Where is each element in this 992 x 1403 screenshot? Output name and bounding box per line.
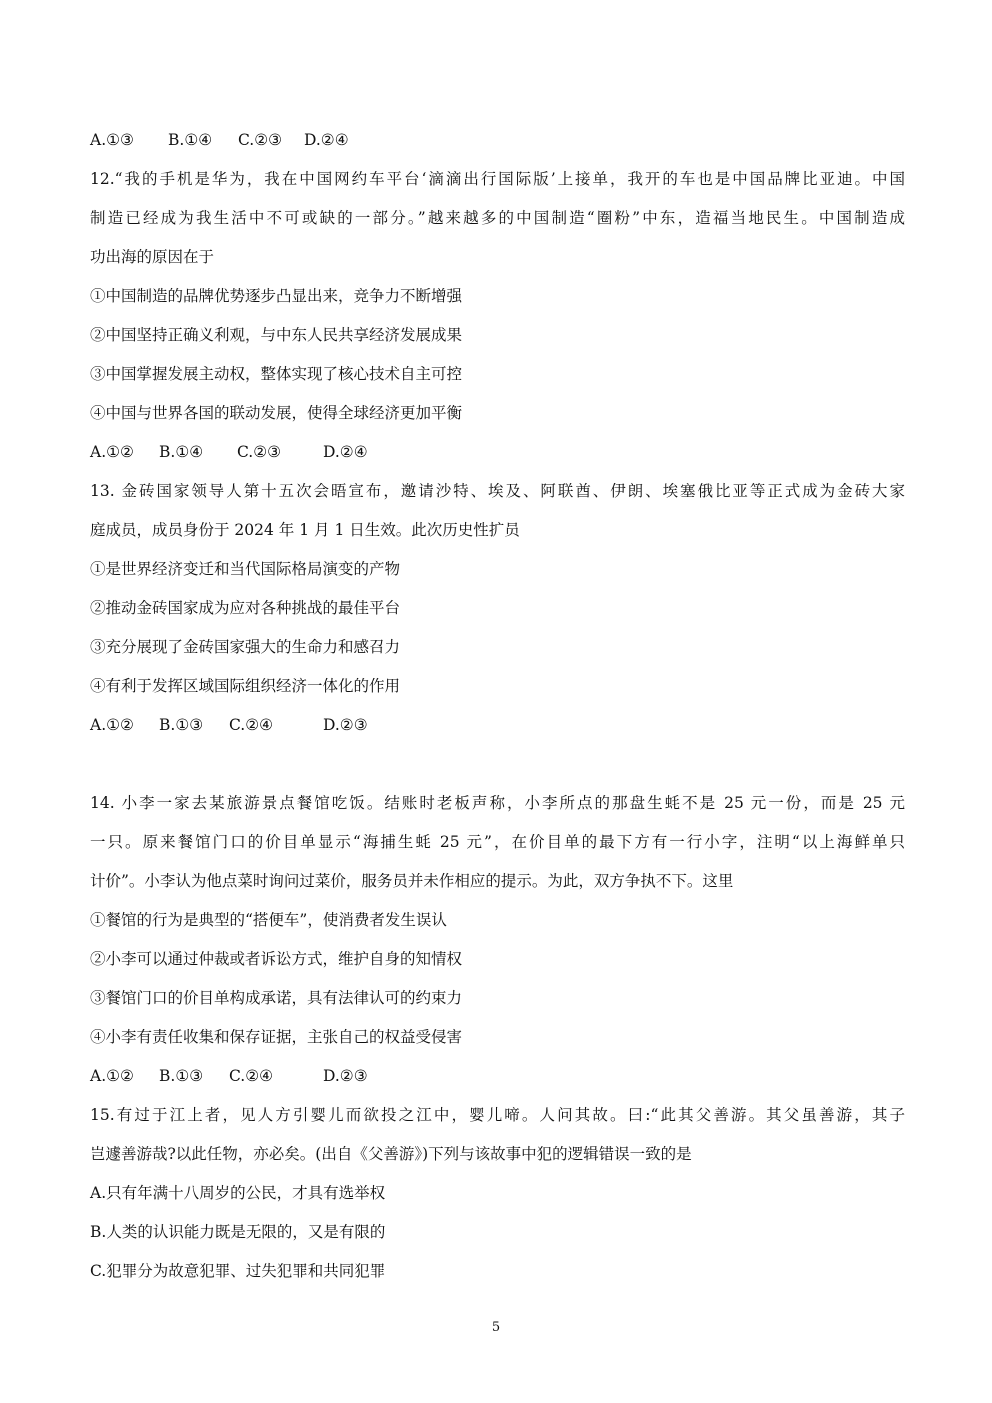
q13-options <box>90 715 905 735</box>
q12-item-3: ③中国掌握发展主动权，整体实现了核心技术自主可控 <box>90 365 463 383</box>
q11-options <box>90 130 905 150</box>
q12-item-2: ②中国坚持正确义利观，与中东人民共享经济发展成果 <box>90 326 463 344</box>
q14-option-b: B.①③ <box>159 1067 204 1085</box>
q14-option-d: D.②③ <box>323 1067 368 1085</box>
q14-option-c: C.②④ <box>229 1067 274 1085</box>
q14-options <box>90 1066 905 1086</box>
q14-stem-line-2: 一只。原来餐馆门口的价目单显示“海捕生蚝 25 元”，在价目单的最下方有一行小字，注明“以上海鲜单只 <box>90 833 905 851</box>
q15-option-b: B.人类的认识能力既是无限的，又是有限的 <box>90 1223 386 1241</box>
q12-stem-line-1: 12.“我的手机是华为，我在中国网约车平台‘滴滴出行国际版’上接单，我开的车也是中国品牌比亚迪。中国 <box>90 170 905 188</box>
q14-stem-line-3: 计价”。小李认为他点菜时询问过菜价，服务员并未作相应的提示。为此，双方争执不下。这里 <box>90 872 734 890</box>
q13-option-c: C.②④ <box>229 716 274 734</box>
q14-item-3: ③餐馆门口的价目单构成承诺，具有法律认可的约束力 <box>90 989 463 1007</box>
q14-option-a: A.①② <box>90 1067 134 1085</box>
q14-item-1: ①餐馆的行为是典型的“搭便车”，使消费者发生误认 <box>90 911 447 929</box>
q11-option-c: C.②③ <box>238 131 283 149</box>
q12-stem-line-3: 功出海的原因在于 <box>90 248 215 266</box>
page-number: 5 <box>491 1320 501 1335</box>
q15-option-a: A.只有年满十八周岁的公民，才具有选举权 <box>90 1184 386 1202</box>
q13-stem-line-1: 13. 金砖国家领导人第十五次会晤宣布，邀请沙特、埃及、阿联酋、伊朗、埃塞俄比亚等正式成为金砖大家 <box>90 482 905 500</box>
q13-item-1: ①是世界经济变迁和当代国际格局演变的产物 <box>90 560 401 578</box>
q12-option-d: D.②④ <box>323 443 368 461</box>
q12-option-b: B.①④ <box>159 443 204 461</box>
q12-option-c: C.②③ <box>237 443 282 461</box>
q15-stem-line-1: 15.有过于江上者，见人方引婴儿而欲投之江中，婴儿啼。人问其故。曰:“此其父善游。其父虽善游，其子 <box>90 1106 905 1124</box>
q12-item-4: ④中国与世界各国的联动发展，使得全球经济更加平衡 <box>90 404 463 422</box>
q14-stem-line-1: 14. 小李一家去某旅游景点餐馆吃饭。结账时老板声称，小李所点的那盘生蚝不是 25 元一份，而是 25 元 <box>90 794 905 812</box>
q12-item-1: ①中国制造的品牌优势逐步凸显出来，竞争力不断增强 <box>90 287 463 305</box>
q11-option-b: B.①④ <box>168 131 213 149</box>
q13-item-2: ②推动金砖国家成为应对各种挑战的最佳平台 <box>90 599 401 617</box>
q14-item-2: ②小李可以通过仲裁或者诉讼方式，维护自身的知情权 <box>90 950 463 968</box>
q12-option-a: A.①② <box>90 443 134 461</box>
q12-stem-line-2: 制造已经成为我生活中不可或缺的一部分。”越来越多的中国制造“圈粉”中东，造福当地民生。中国制造成 <box>90 209 905 227</box>
q13-item-3: ③充分展现了金砖国家强大的生命力和感召力 <box>90 638 401 656</box>
q15-stem-line-2: 岂遽善游哉?以此任物，亦必矣。(出自《父善游》)下列与该故事中犯的逻辑错误一致的是 <box>90 1145 692 1163</box>
q13-stem-line-2: 庭成员，成员身份于 2024 年 1 月 1 日生效。此次历史性扩员 <box>90 521 520 539</box>
q13-option-b: B.①③ <box>159 716 204 734</box>
q11-option-d: D.②④ <box>304 131 349 149</box>
q13-item-4: ④有利于发挥区域国际组织经济一体化的作用 <box>90 677 401 695</box>
q15-option-c: C.犯罪分为故意犯罪、过失犯罪和共同犯罪 <box>90 1262 386 1280</box>
q13-option-d: D.②③ <box>323 716 368 734</box>
q12-options <box>90 442 905 462</box>
q13-option-a: A.①② <box>90 716 134 734</box>
q14-item-4: ④小李有责任收集和保存证据，主张自己的权益受侵害 <box>90 1028 463 1046</box>
q11-option-a: A.①③ <box>90 131 134 149</box>
